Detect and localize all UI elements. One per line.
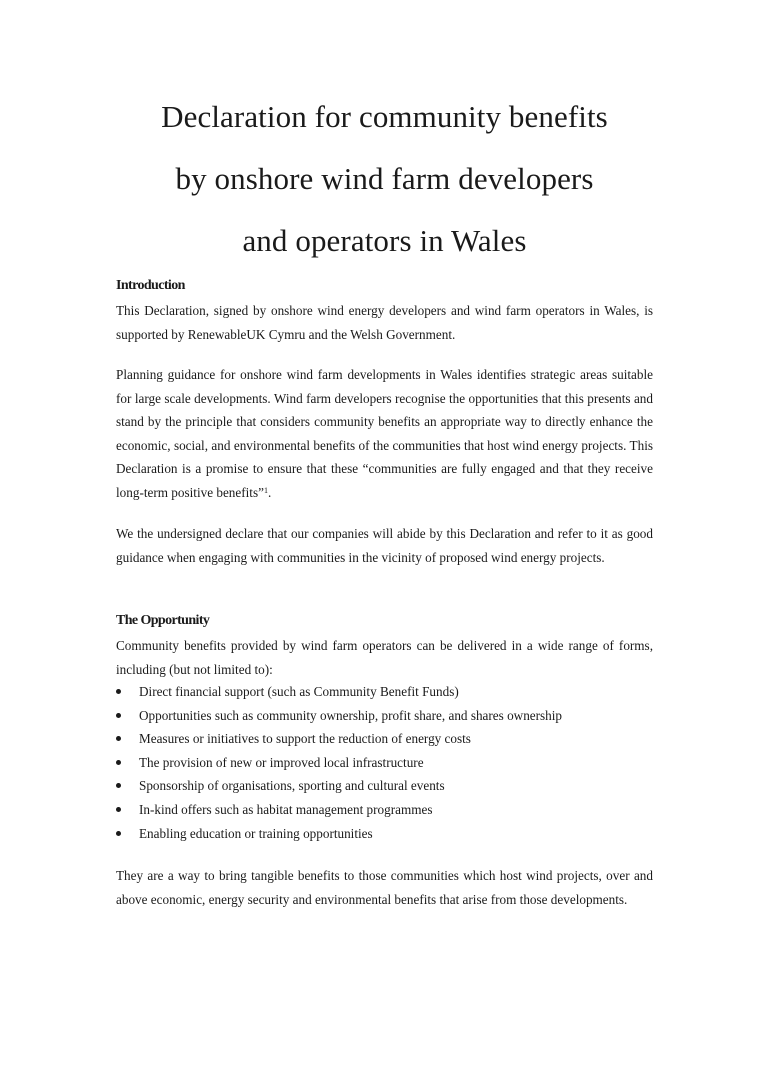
introduction-paragraph-3: We the undersigned declare that our companies will abide by this Declaration and refer to it as good guidance when engaging with communities in the vicinity of proposed wind energy projects.	[116, 526, 653, 565]
list-item-text: Measures or initiatives to support the reduction of energy costs	[139, 731, 471, 747]
bullet-icon	[116, 760, 121, 765]
list-item-text: Enabling education or training opportunities	[139, 825, 373, 841]
list-item	[116, 798, 653, 822]
footnote-marker: 1	[263, 485, 268, 495]
list-item-text: Opportunities such as community ownership, profit share, and shares ownership	[139, 707, 563, 723]
bullet-icon	[116, 689, 121, 694]
introduction-paragraph-2-end: .	[267, 484, 272, 500]
list-item	[116, 704, 653, 728]
title-line-1: Declaration for community benefits	[161, 99, 608, 134]
list-item-text: In-kind offers such as habitat management programmes	[139, 801, 433, 817]
bullet-icon	[116, 713, 121, 718]
list-item	[116, 751, 653, 775]
introduction-paragraph-2-text: Planning guidance for onshore wind farm developments in Wales identifies strategic areas suitable for large scale developments. Wind farm developers recognise the opportunities that this presents and stand by the principle that considers community benefits an appropriate way to directly enhance the economic, social, and environmental benefits of the communities that host wind energy projects. This Declaration is a promise to ensure that these “communities are fully engaged and that they receive long-term positive benefits”	[116, 367, 653, 500]
list-item-text: Sponsorship of organisations, sporting and cultural events	[139, 778, 445, 794]
benefits-list	[116, 680, 653, 845]
title-line-2: by onshore wind farm developers	[175, 161, 594, 196]
bullet-icon	[116, 831, 121, 836]
list-item	[116, 822, 653, 846]
introduction-heading: Introduction	[116, 278, 185, 293]
list-item	[116, 727, 653, 751]
opportunity-intro: Community benefits provided by wind farm operators can be delivered in a wide range of forms, including (but not limited to):	[116, 638, 653, 677]
bullet-icon	[116, 807, 121, 812]
list-item-text: The provision of new or improved local infrastructure	[139, 754, 424, 770]
opportunity-heading: The Opportunity	[116, 613, 210, 628]
list-item-text: Direct financial support (such as Community Benefit Funds)	[139, 684, 459, 699]
introduction-paragraph-1: This Declaration, signed by onshore wind energy developers and wind farm operators in Wales, is supported by RenewableUK Cymru and the Welsh Government.	[116, 303, 653, 342]
bullet-icon	[116, 783, 121, 788]
list-item	[116, 680, 653, 704]
introduction-paragraph-2	[116, 363, 653, 505]
list-item	[116, 774, 653, 798]
opportunity-closing: They are a way to bring tangible benefits to those communities which host wind projects, over and above economic, energy security and environmental benefits that arise from those developments.	[116, 868, 653, 907]
bullet-icon	[116, 736, 121, 741]
title-line-3: and operators in Wales	[242, 223, 527, 258]
